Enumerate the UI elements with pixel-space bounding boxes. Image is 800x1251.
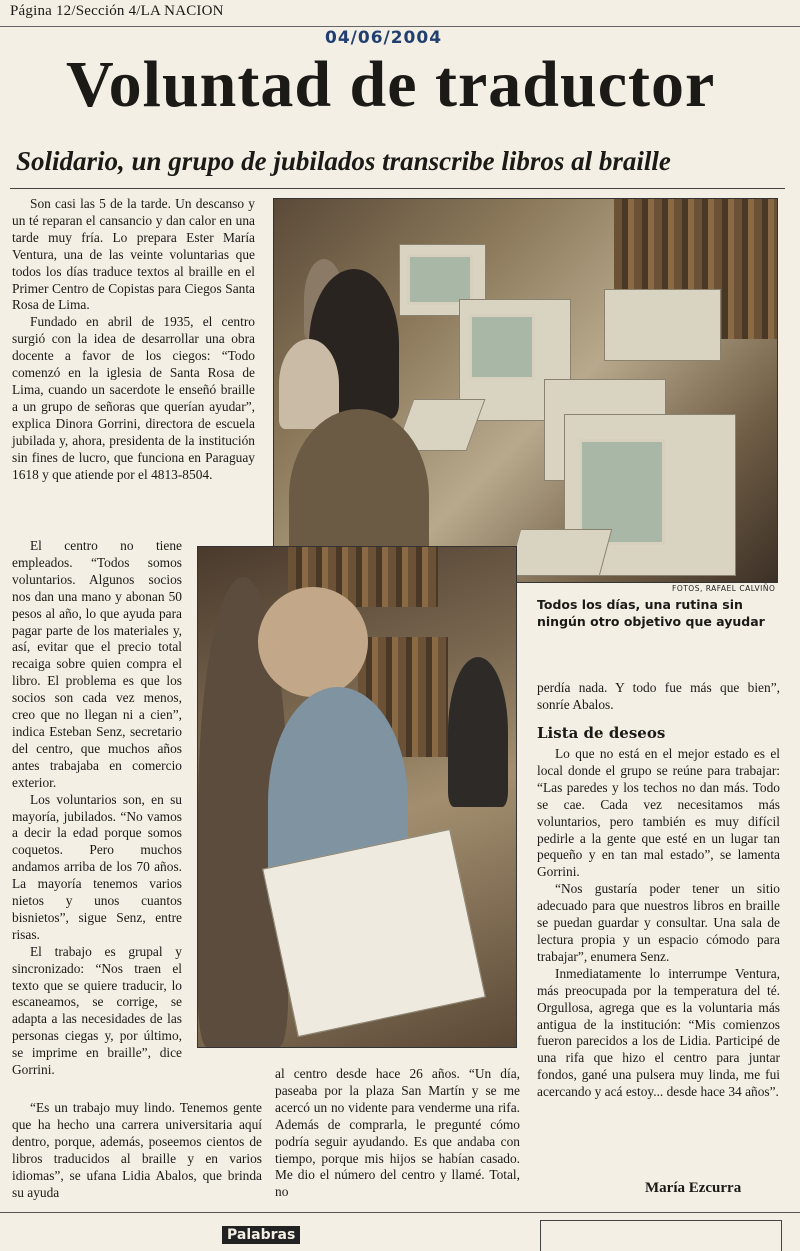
adjacent-article-box: [540, 1220, 782, 1251]
paragraph: Los voluntarios son, en su mayoría, jubilados. “No vamos a decir la edad porque somos coquetos. Pero muchos andamos arriba de los 70 años. La mayoría tenemos varios nietos y unos cuantos bisnietos”, sigue Senz, entre risas.: [12, 791, 182, 942]
paragraph: Lo que no está en el mejor estado es el local donde el grupo se reúne para trabajar: “Las paredes y los techos no dan más. Todo se cae. Cada vez necesitamos más voluntarios, pero también es muy difícil pedirle a la gente que esté en un lugar tan pequeño y en tan mal estado”, se lamenta Gorrini.: [537, 746, 780, 880]
paragraph: El trabajo es grupal y sincronizado: “Nos traen el texto que se quiere traducir, lo escaneamos, se corrige, se adapta a las necesidades de las personas ciegas y, por último, se imprime en braille”, dice Gorrini.: [12, 943, 182, 1078]
section-label: Palabras: [222, 1226, 300, 1244]
section-title: Lista de deseos: [537, 724, 666, 742]
byline: María Ezcurra: [645, 1180, 742, 1196]
date-stamp: 04/06/2004: [325, 28, 443, 48]
column-1-top: [12, 196, 255, 483]
page-folio: Página 12/Sección 4/LA NACION: [10, 3, 224, 19]
photo-credit: FOTOS, RAFAEL CALVIÑO: [672, 584, 776, 593]
subheadline: Solidario, un grupo de jubilados transcribe libros al braille: [16, 146, 671, 176]
column-3-body: [537, 746, 780, 1101]
paragraph: Son casi las 5 de la tarde. Un descanso y un té reparan el cansancio y dan calor en una tarde muy fría. Lo prepara Ester María Ventura, una de las veinte voluntarias que todos los días traduce textos al braille en el Primer Centro de Copistas para Ciegos Santa Rosa de Lima.: [12, 196, 255, 313]
photo-caption: Todos los días, una rutina sin ningún otro objetivo que ayudar: [537, 597, 765, 629]
column-2-bottom: [275, 1066, 520, 1201]
paragraph: “Es un trabajo muy lindo. Tenemos gente que ha hecho una carrera universitaria aquí dentro, porque, además, poseemos cientos de libros traducidos al braille y en varios idiomas”, se ufana Lidia Abalos, que brinda su ayuda: [12, 1100, 262, 1200]
footer-rule: [0, 1212, 800, 1213]
paragraph: Inmediatamente lo interrumpe Ventura, más preocupada por la temperatura del té. Orgullosa, agrega que es la voluntaria más antigua de la institución: “Mis comienzos fueron parecidos a los de Lidia. Participé de una rifa que hizo el centro para juntar fondos, gané una pulsera muy linda, me fui acercando y acá estoy... desde hace 34 años”.: [537, 965, 780, 1100]
paragraph: perdía nada. Y todo fue más que bien”, sonríe Abalos.: [537, 680, 780, 712]
column-1-bottom: [12, 1100, 262, 1201]
paragraph: al centro desde hace 26 años. “Un día, paseaba por la plaza San Martín y se me acercó un no vidente para venderme una rifa. Además de comprarla, le pregunté cómo podría seguir ayudando. Es que andaba con tiempo, porque mis hijos se habían casado. Me dio el número del centro y llamé. Total, no: [275, 1066, 520, 1200]
column-3-top: [537, 680, 780, 714]
paragraph: Fundado en abril de 1935, el centro surgió con la idea de desarrollar una obra docente a favor de los ciegos: “Todo comenzó en la iglesia de Santa Rosa de Lima, cuando un sacerdote le enseñó braille a un grupo de señoras que querían ayudar”, explica Dinora Gorrini, directora de escuela jubilada y, ahora, presidenta de la institución sin fines de lucro, que funciona en Paraguay 1618 y que atiende por el 4813-8504.: [12, 314, 255, 482]
paragraph: El centro no tiene empleados. “Todos somos voluntarios. Algunos socios nos dan una mano y abonan 50 pesos al año, lo que ayuda para pagar parte de los materiales y, así, evitar que el precio total recaiga sobre quien compra el libro. El problema es que los socios son cada vez menos, creo que no llegan ni a cien”, indica Esteban Senz, secretario del centro, que muchos años antes trabajaba en comercio exterior.: [12, 538, 182, 790]
headline: Voluntad de traductor: [66, 48, 716, 121]
column-1-narrow: [12, 538, 182, 1079]
paragraph: “Nos gustaría poder tener un sitio adecuado para que nuestros libros en braille se puedan guardar y consultar. Una sala de lectura propia y un espacio cómodo para trabajar”, enumera Senz.: [537, 881, 780, 964]
headline-rule: [10, 188, 785, 189]
photo-computers: [273, 198, 778, 583]
photo-volunteers: [197, 546, 517, 1048]
